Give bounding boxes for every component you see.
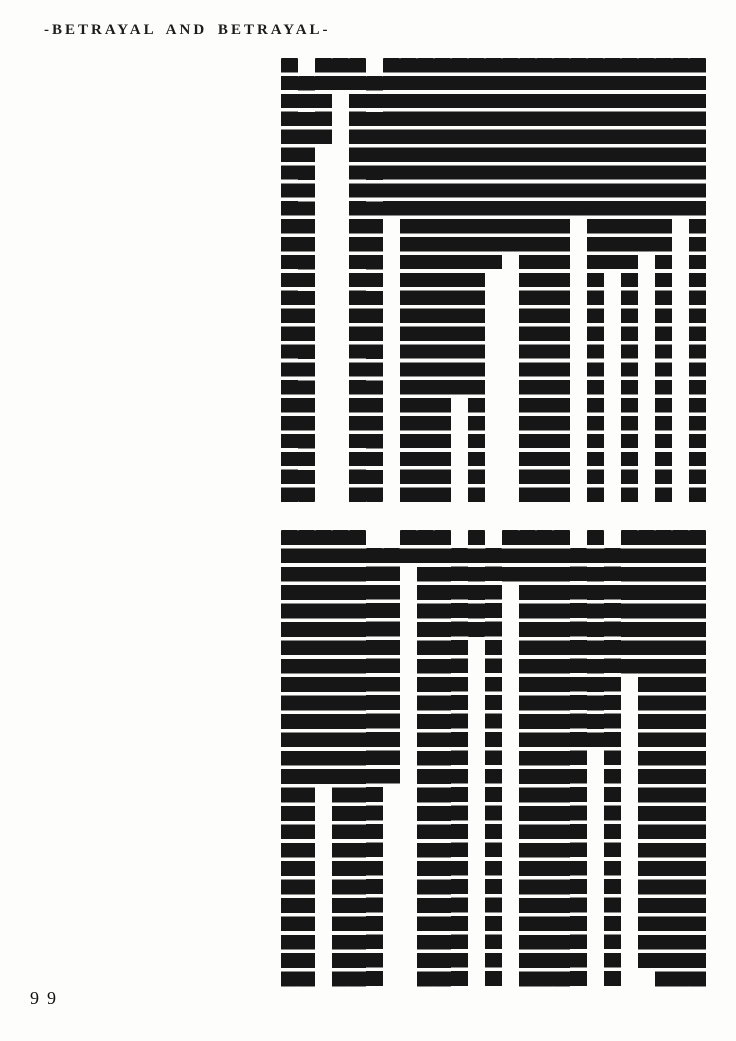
text-column-redacted [434, 530, 451, 987]
text-column-redacted [281, 58, 298, 503]
vertical-text-block-top [78, 58, 706, 505]
text-column-redacted [553, 530, 570, 987]
text-column-redacted [621, 58, 638, 503]
text-column-redacted [417, 58, 434, 503]
text-column-redacted [315, 530, 332, 785]
text-column-redacted [655, 530, 672, 987]
page-number: 99 [30, 988, 64, 1008]
text-column-redacted [366, 548, 383, 987]
text-column-redacted [519, 58, 536, 503]
text-column-redacted [536, 530, 553, 987]
text-column-redacted [638, 58, 655, 252]
text-column-redacted [383, 58, 400, 216]
text-column-redacted [315, 58, 332, 145]
text-column-redacted [383, 548, 400, 784]
text-column-redacted [366, 76, 383, 503]
text-column-redacted [638, 530, 655, 969]
text-column-redacted [332, 530, 349, 987]
text-column-redacted [502, 530, 519, 582]
text-column-redacted [451, 58, 468, 395]
text-column-redacted [587, 530, 604, 748]
text-column-redacted [468, 58, 485, 503]
text-column-redacted [621, 530, 638, 674]
text-column-redacted [400, 530, 417, 564]
text-column-redacted [298, 76, 315, 503]
text-column-redacted [400, 58, 417, 503]
text-column-redacted [434, 58, 451, 503]
text-column-redacted [689, 530, 706, 987]
text-column-redacted [672, 58, 689, 216]
text-column-redacted [604, 58, 621, 270]
text-column-redacted [536, 58, 553, 503]
text-column-redacted [281, 530, 298, 987]
text-column-redacted [689, 58, 706, 503]
text-column-redacted [570, 58, 587, 216]
text-column-redacted [332, 58, 349, 91]
text-column-redacted [298, 530, 315, 987]
text-column-redacted [468, 530, 485, 637]
text-column-redacted [604, 548, 621, 987]
text-column-redacted [485, 548, 502, 987]
text-column-redacted [502, 58, 519, 252]
page-header-title: -BETRAYAL AND BETRAYAL- [44, 22, 331, 38]
text-column-redacted [451, 548, 468, 987]
text-column-redacted [417, 530, 434, 987]
text-column-redacted [672, 530, 689, 987]
text-column-redacted [485, 58, 502, 270]
text-column-redacted [519, 530, 536, 987]
text-column-redacted [349, 58, 366, 503]
text-column-redacted [655, 58, 672, 503]
text-column-redacted [349, 530, 366, 987]
vertical-text-block-bottom [78, 530, 706, 991]
text-column-redacted [587, 58, 604, 503]
text-column-redacted [553, 58, 570, 503]
text-column-redacted [570, 548, 587, 987]
